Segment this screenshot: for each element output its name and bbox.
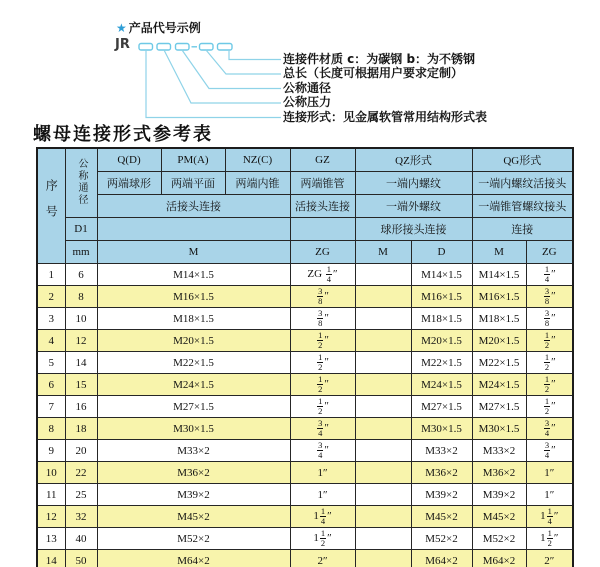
cell-qg-zg: 2″ — [526, 550, 573, 567]
table-row — [37, 550, 573, 567]
cell-dn: 18 — [65, 418, 97, 440]
cell-qg-m: M27×1.5 — [472, 396, 526, 418]
cell-m: M18×1.5 — [97, 308, 290, 330]
cell-qz-m — [355, 528, 411, 550]
cell-gz: $\frac{3}{4}$ ″ — [290, 418, 355, 440]
cell-qz-m — [355, 440, 411, 462]
diagram-label-material: 连接件材质 c：为碳钢 b：为不锈钢 — [283, 52, 476, 66]
cell-qg-zg: 1″ — [526, 484, 573, 506]
cell-qg-zg: $\frac{1}{2}$ ″ — [526, 330, 573, 352]
header-col-nz: NZ(C) — [225, 148, 290, 172]
code-box — [139, 44, 153, 51]
cell-dn: 22 — [65, 462, 97, 484]
diagram-label-connection: 连接形式：见金属软管常用结构形式表 — [283, 110, 488, 124]
cell-qz-m — [355, 330, 411, 352]
header-union-joint: 活接头连接 — [97, 195, 290, 218]
header-col-pm: PM(A) — [161, 148, 225, 172]
cell-qg-m: M14×1.5 — [472, 264, 526, 286]
table-header — [37, 148, 573, 264]
cell-qg-zg: $\frac{3}{8}$ ″ — [526, 308, 573, 330]
cell-qz-d: M52×2 — [411, 528, 472, 550]
cell-qz-m — [355, 286, 411, 308]
header-qg-sub2: 一端锥管螺纹接头 — [472, 195, 573, 218]
cell-seq: 10 — [37, 462, 65, 484]
header-mm: mm — [65, 241, 97, 264]
page-title: 螺母连接形式参考表 — [33, 124, 213, 145]
fraction: $\frac{1}{4}$ — [544, 264, 550, 284]
fraction: $\frac{3}{8}$ — [544, 286, 550, 306]
cell-qz-m — [355, 418, 411, 440]
header-col-gz: GZ — [290, 148, 355, 172]
cell-qg-m: M33×2 — [472, 440, 526, 462]
cell-qg-m: M22×1.5 — [472, 352, 526, 374]
cell-gz: $\frac{1}{2}$ ″ — [290, 330, 355, 352]
fraction: $\frac{1}{4}$ — [326, 264, 332, 284]
diagram-label-length: 总长（长度可根据用户要求定制） — [283, 66, 464, 80]
cell-dn: 16 — [65, 396, 97, 418]
table-row — [37, 330, 573, 352]
header-dn-label: 公称通径 — [76, 157, 87, 206]
cell-qg-zg: 1″ — [526, 462, 573, 484]
cell-dn: 8 — [65, 286, 97, 308]
fraction: $\frac{3}{8}$ — [544, 308, 550, 328]
cell-qz-m — [355, 308, 411, 330]
cell-qg-zg: $\frac{1}{2}$ ″ — [526, 374, 573, 396]
code-box — [218, 44, 233, 51]
table-row — [37, 374, 573, 396]
cell-seq: 8 — [37, 418, 65, 440]
cell-gz: 1 $\frac{1}{4}$ ″ — [290, 506, 355, 528]
fraction: $\frac{1}{2}$ — [320, 528, 326, 548]
cell-qz-d: M64×2 — [411, 550, 472, 567]
cell-qz-m — [355, 396, 411, 418]
code-prefix: JR — [115, 37, 130, 52]
cell-qg-zg: $\frac{1}{4}$ ″ — [526, 264, 573, 286]
cell-dn: 25 — [65, 484, 97, 506]
code-box — [200, 44, 214, 51]
cell-gz: $\frac{3}{4}$ ″ — [290, 440, 355, 462]
cell-m: M20×1.5 — [97, 330, 290, 352]
fraction: $\frac{3}{4}$ — [544, 418, 550, 438]
connector-lines — [146, 50, 281, 118]
header-qg-sub1: 一端内螺纹活接头 — [472, 172, 573, 195]
table-row — [37, 264, 573, 286]
cell-gz: $\frac{3}{8}$ ″ — [290, 308, 355, 330]
cell-m: M16×1.5 — [97, 286, 290, 308]
cell-qz-d: M14×1.5 — [411, 264, 472, 286]
cell-qg-m: M30×1.5 — [472, 418, 526, 440]
header-pm-sub: 两端平面 — [161, 172, 225, 195]
cell-seq: 7 — [37, 396, 65, 418]
cell-qg-zg: $\frac{1}{2}$ ″ — [526, 352, 573, 374]
cell-qz-d: M22×1.5 — [411, 352, 472, 374]
header-m: M — [97, 241, 290, 264]
code-box — [157, 44, 171, 51]
table-row — [37, 528, 573, 550]
cell-m: M22×1.5 — [97, 352, 290, 374]
fraction: $\frac{1}{4}$ — [320, 506, 326, 526]
cell-qz-d: M20×1.5 — [411, 330, 472, 352]
table-body — [37, 264, 573, 567]
header-row-5 — [37, 241, 573, 264]
cell-m: M27×1.5 — [97, 396, 290, 418]
cell-qz-m — [355, 462, 411, 484]
cell-m: M14×1.5 — [97, 264, 290, 286]
cell-gz: 1 $\frac{1}{2}$ ″ — [290, 528, 355, 550]
header-q-sub: 两端球形 — [97, 172, 161, 195]
star-icon: ★ — [116, 21, 127, 35]
cell-qg-m: M45×2 — [472, 506, 526, 528]
cell-m: M36×2 — [97, 462, 290, 484]
connector-line — [146, 50, 281, 118]
header-qz-sub2: 一端外螺纹 — [355, 195, 472, 218]
cell-gz: 2″ — [290, 550, 355, 567]
cell-m: M45×2 — [97, 506, 290, 528]
cell-m: M39×2 — [97, 484, 290, 506]
fraction: $\frac{1}{2}$ — [544, 374, 550, 394]
fraction: $\frac{1}{2}$ — [544, 330, 550, 350]
cell-qg-zg: $\frac{1}{2}$ ″ — [526, 396, 573, 418]
header-dn — [65, 148, 97, 218]
fraction: $\frac{3}{8}$ — [318, 286, 323, 306]
connector-line — [182, 50, 281, 89]
header-qg-zg: ZG — [526, 241, 573, 264]
header-union-joint-gz: 活接头连接 — [290, 195, 355, 218]
header-qg-m: M — [472, 241, 526, 264]
cell-gz: $\frac{1}{2}$ ″ — [290, 396, 355, 418]
cell-seq: 11 — [37, 484, 65, 506]
table-row — [37, 440, 573, 462]
fraction: $\frac{1}{4}$ — [547, 506, 552, 526]
header-zg: ZG — [290, 241, 355, 264]
cell-qz-m — [355, 550, 411, 567]
fraction: $\frac{3}{4}$ — [318, 440, 323, 460]
cell-m: M24×1.5 — [97, 374, 290, 396]
table-row — [37, 418, 573, 440]
header-nz-sub: 两端内锥 — [225, 172, 290, 195]
nut-connection-table — [36, 147, 574, 567]
cell-qz-d: M16×1.5 — [411, 286, 472, 308]
cell-qg-m: M39×2 — [472, 484, 526, 506]
cell-qz-m — [355, 374, 411, 396]
cell-qz-d: M33×2 — [411, 440, 472, 462]
table-row — [37, 352, 573, 374]
diagram-label-pressure: 公称压力 — [283, 95, 332, 109]
cell-qz-d: M36×2 — [411, 462, 472, 484]
fraction: $\frac{1}{2}$ — [318, 396, 323, 416]
cell-seq: 14 — [37, 550, 65, 567]
header-gz-sub: 两端锥管 — [290, 172, 355, 195]
header-row-2 — [37, 172, 573, 195]
fraction: $\frac{1}{2}$ — [547, 528, 552, 548]
header-qz-d: D — [411, 241, 472, 264]
cell-gz: $\frac{3}{8}$ ″ — [290, 286, 355, 308]
cell-qg-m: M16×1.5 — [472, 286, 526, 308]
cell-qz-d: M24×1.5 — [411, 374, 472, 396]
cell-qg-zg: $\frac{3}{4}$ ″ — [526, 418, 573, 440]
cell-qg-m: M24×1.5 — [472, 374, 526, 396]
cell-seq: 3 — [37, 308, 65, 330]
code-box — [176, 44, 190, 51]
cell-qz-m — [355, 506, 411, 528]
cell-qg-zg: $\frac{3}{8}$ ″ — [526, 286, 573, 308]
table-row — [37, 484, 573, 506]
cell-gz: ZG $\frac{1}{4}$ ″ — [290, 264, 355, 286]
header-row-3 — [37, 195, 573, 218]
fraction: $\frac{3}{8}$ — [318, 308, 323, 328]
cell-m: M64×2 — [97, 550, 290, 567]
table-row — [37, 462, 573, 484]
cell-seq: 4 — [37, 330, 65, 352]
fraction: $\frac{1}{2}$ — [318, 330, 323, 350]
cell-seq: 6 — [37, 374, 65, 396]
cell-qg-zg: $\frac{3}{4}$ ″ — [526, 440, 573, 462]
cell-dn: 32 — [65, 506, 97, 528]
cell-dn: 10 — [65, 308, 97, 330]
cell-dn: 20 — [65, 440, 97, 462]
cell-seq: 1 — [37, 264, 65, 286]
header-qz-sub1: 一端内螺纹 — [355, 172, 472, 195]
connector-line — [164, 50, 281, 103]
cell-qg-zg: 1 $\frac{1}{2}$ ″ — [526, 528, 573, 550]
cell-gz: $\frac{1}{2}$ ″ — [290, 374, 355, 396]
cell-qz-d: M39×2 — [411, 484, 472, 506]
header-row-1 — [37, 148, 573, 172]
cell-m: M30×1.5 — [97, 418, 290, 440]
header-col-q: Q(D) — [97, 148, 161, 172]
cell-qg-m: M20×1.5 — [472, 330, 526, 352]
cell-seq: 12 — [37, 506, 65, 528]
cell-dn: 14 — [65, 352, 97, 374]
fraction: $\frac{1}{2}$ — [318, 374, 323, 394]
fraction: $\frac{1}{2}$ — [544, 396, 550, 416]
header-d1: D1 — [65, 218, 97, 241]
cell-dn: 50 — [65, 550, 97, 567]
cell-seq: 13 — [37, 528, 65, 550]
cell-seq: 5 — [37, 352, 65, 374]
cell-m: M33×2 — [97, 440, 290, 462]
cell-qg-m: M36×2 — [472, 462, 526, 484]
empty-cell — [97, 218, 290, 241]
cell-gz: $\frac{1}{2}$ ″ — [290, 352, 355, 374]
table-row — [37, 506, 573, 528]
table-row — [37, 396, 573, 418]
fraction: $\frac{3}{4}$ — [544, 440, 550, 460]
header-seq — [37, 148, 65, 264]
table-row — [37, 286, 573, 308]
cell-qz-d: M27×1.5 — [411, 396, 472, 418]
header-qg: QG形式 — [472, 148, 573, 172]
cell-qz-m — [355, 264, 411, 286]
cell-dn: 12 — [65, 330, 97, 352]
header-qz-m: M — [355, 241, 411, 264]
diagram-title-text: 产品代号示例 — [128, 21, 201, 35]
cell-gz: 1″ — [290, 484, 355, 506]
cell-qg-m: M64×2 — [472, 550, 526, 567]
cell-qg-zg: 1 $\frac{1}{4}$ ″ — [526, 506, 573, 528]
cell-dn: 40 — [65, 528, 97, 550]
cell-seq: 9 — [37, 440, 65, 462]
fraction: $\frac{1}{2}$ — [318, 352, 323, 372]
cell-dn: 15 — [65, 374, 97, 396]
cell-qz-m — [355, 352, 411, 374]
fraction: $\frac{3}{4}$ — [318, 418, 323, 438]
header-qz-sub3: 球形接头连接 — [355, 218, 472, 241]
cell-qz-d: M45×2 — [411, 506, 472, 528]
cell-qz-m — [355, 484, 411, 506]
header-seq-label: 序号 — [44, 178, 59, 231]
cell-gz: 1″ — [290, 462, 355, 484]
code-boxes — [139, 44, 232, 51]
cell-qg-m: M18×1.5 — [472, 308, 526, 330]
fraction: $\frac{1}{2}$ — [544, 352, 550, 372]
header-row-4 — [37, 218, 573, 241]
cell-qz-d: M30×1.5 — [411, 418, 472, 440]
empty-cell — [290, 218, 355, 241]
cell-qz-d: M18×1.5 — [411, 308, 472, 330]
cell-m: M52×2 — [97, 528, 290, 550]
diagram-label-diameter: 公称通径 — [283, 81, 332, 95]
connector-line — [206, 50, 281, 74]
header-qg-sub3: 连接 — [472, 218, 573, 241]
table-row — [37, 308, 573, 330]
header-qz: QZ形式 — [355, 148, 472, 172]
cell-dn: 6 — [65, 264, 97, 286]
connector-line — [229, 50, 281, 60]
cell-seq: 2 — [37, 286, 65, 308]
cell-qg-m: M52×2 — [472, 528, 526, 550]
